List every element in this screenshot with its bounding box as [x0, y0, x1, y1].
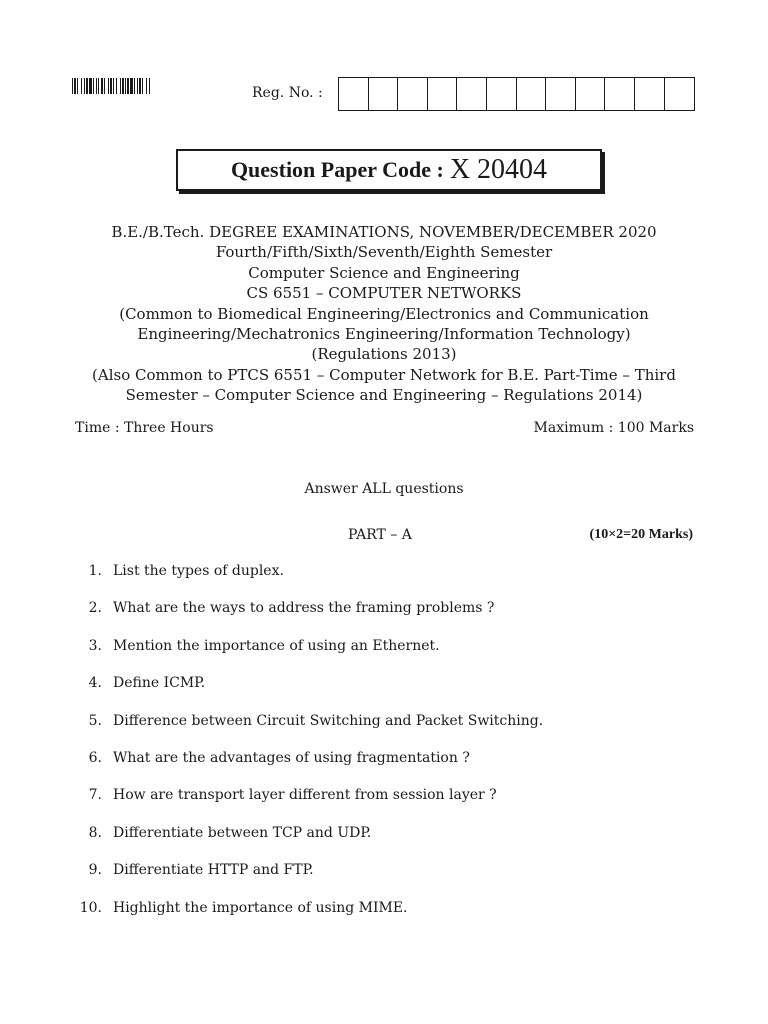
question-text: Mention the importance of using an Ethernet. — [113, 637, 440, 654]
common-to-line-2: Engineering/Mechatronics Engineering/Information Technology) — [137, 325, 631, 344]
question-item — [0, 900, 768, 937]
reg-no-digit-box[interactable] — [428, 78, 458, 110]
question-list — [0, 563, 768, 937]
question-paper-code-value: X 20404 — [449, 154, 548, 185]
barcode-image — [72, 78, 188, 94]
exam-heading — [0, 222, 768, 406]
question-paper-code-box — [176, 149, 602, 191]
reg-no-digit-box[interactable] — [546, 78, 576, 110]
exam-title: B.E./B.Tech. DEGREE EXAMINATIONS, NOVEMBER/DECEMBER 2020 — [111, 223, 657, 241]
question-item — [0, 638, 768, 675]
common-to-line-1: (Common to Biomedical Engineering/Electronics and Communication — [119, 304, 649, 323]
question-item — [0, 825, 768, 862]
question-text: List the types of duplex. — [113, 563, 284, 579]
question-text: Difference between Circuit Switching and Packet Switching. — [113, 712, 544, 729]
question-text: Differentiate between TCP and UDP. — [113, 824, 372, 841]
reg-no-digit-box[interactable] — [635, 78, 665, 110]
question-text: Differentiate HTTP and FTP. — [113, 862, 314, 879]
question-text: What are the ways to address the framing problems ? — [113, 600, 495, 617]
question-item — [0, 750, 768, 787]
question-paper-code-label: Question Paper Code : — [230, 157, 444, 182]
question-number: 6. — [88, 749, 102, 766]
question-number: 7. — [88, 787, 102, 804]
question-item — [0, 787, 768, 824]
reg-no-digit-box[interactable] — [369, 78, 399, 110]
reg-no-digit-box[interactable] — [339, 78, 369, 110]
reg-no-label: Reg. No. : — [252, 85, 323, 101]
reg-no-digit-box[interactable] — [605, 78, 635, 110]
question-number: 10. — [79, 899, 102, 916]
question-text: Highlight the importance of using MIME. — [113, 899, 408, 916]
reg-no-digit-box[interactable] — [517, 78, 547, 110]
question-item — [0, 600, 768, 637]
question-number: 2. — [88, 600, 102, 617]
reg-no-digit-box[interactable] — [457, 78, 487, 110]
question-number: 8. — [88, 824, 102, 841]
regulations-line: (Regulations 2013) — [311, 345, 457, 364]
question-number: 4. — [88, 675, 102, 692]
reg-no-digit-box[interactable] — [576, 78, 606, 110]
question-text: Define ICMP. — [113, 675, 206, 692]
reg-no-digit-box[interactable] — [487, 78, 517, 110]
also-common-line-1: (Also Common to PTCS 6551 – Computer Network for B.E. Part-Time – Third — [92, 365, 676, 384]
question-text: What are the advantages of using fragmentation ? — [113, 749, 470, 766]
question-item — [0, 862, 768, 899]
subject-line: CS 6551 – COMPUTER NETWORKS — [246, 284, 522, 303]
question-text: How are transport layer different from session layer ? — [113, 787, 497, 804]
question-number: 3. — [88, 637, 102, 654]
question-item — [0, 675, 768, 712]
question-item — [0, 563, 768, 600]
part-title: PART – A — [348, 527, 412, 543]
exam-duration: Time : Three Hours — [75, 420, 214, 436]
question-number: 9. — [88, 862, 102, 879]
reg-no-digit-box[interactable] — [398, 78, 428, 110]
reg-no-digit-box[interactable] — [665, 78, 695, 110]
part-marks: (10×2=20 Marks) — [589, 527, 693, 542]
reg-no-boxes[interactable] — [338, 77, 695, 111]
question-number: 1. — [88, 563, 102, 579]
department-line: Computer Science and Engineering — [248, 263, 520, 282]
question-number: 5. — [88, 712, 102, 729]
maximum-marks: Maximum : 100 Marks — [533, 420, 694, 436]
also-common-line-2: Semester – Computer Science and Engineering – Regulations 2014) — [125, 386, 643, 405]
question-item — [0, 713, 768, 750]
semester-line: Fourth/Fifth/Sixth/Seventh/Eighth Semester — [215, 243, 553, 262]
instruction: Answer ALL questions — [304, 481, 464, 497]
